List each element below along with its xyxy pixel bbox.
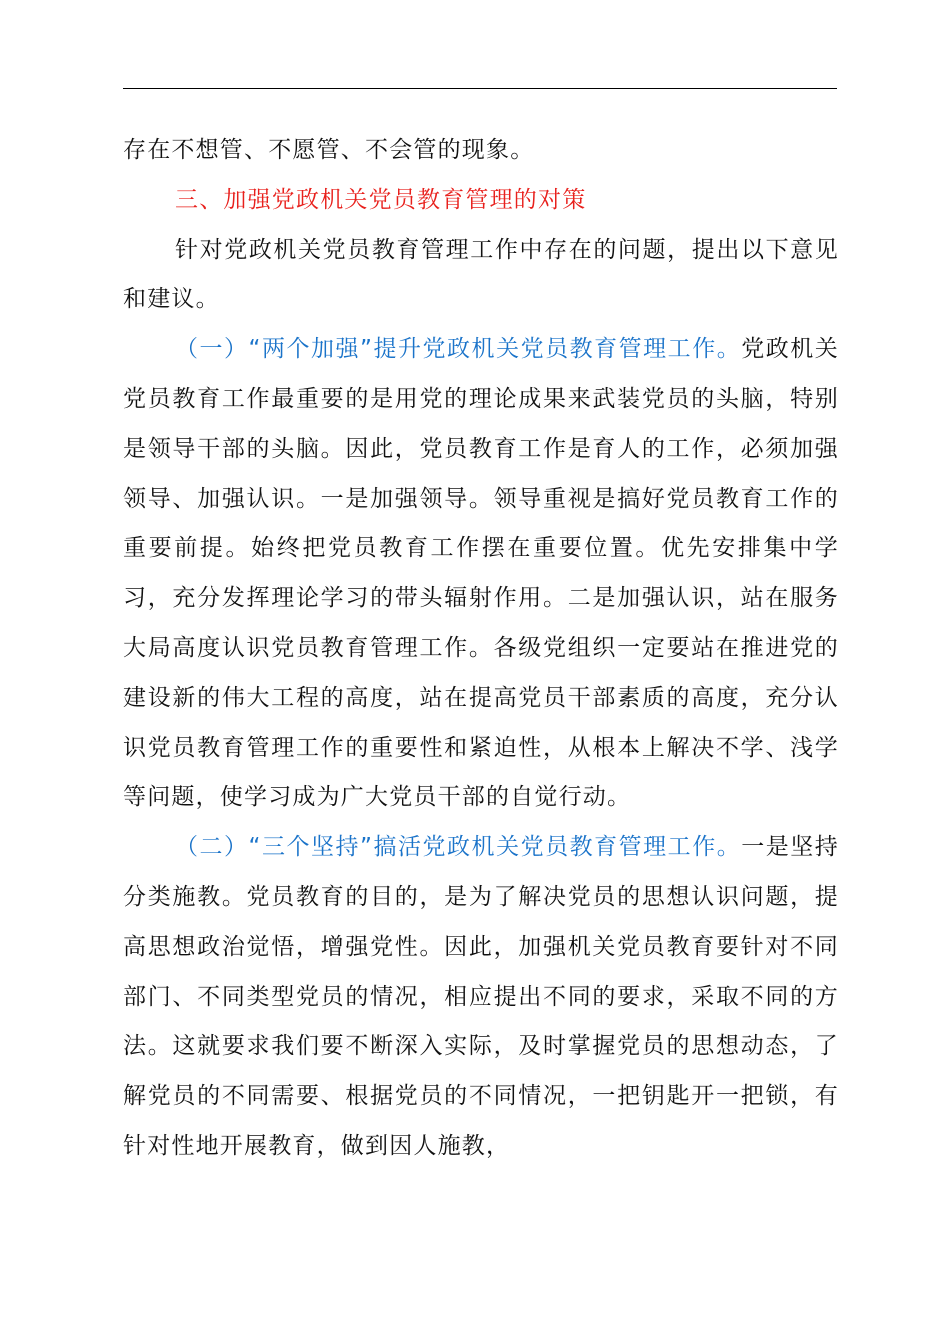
continuation-paragraph: 存在不想管、不愿管、不会管的现象。 — [123, 137, 535, 163]
subsection-2-paragraph — [123, 823, 839, 1172]
intro-paragraph: 针对党政机关党员教育管理工作中存在的问题，提出以下意见和建议。 — [123, 236, 839, 313]
subsection-1-heading: （一）“两个加强”提升党政机关党员教育管理工作。 — [175, 336, 742, 363]
section-heading: 三、加强党政机关党员教育管理的对策 — [175, 186, 587, 213]
header-rule — [123, 88, 837, 89]
subsection-1-body: 党政机关党员教育工作最重要的是用党的理论成果来武装党员的头脑，特别是领导干部的头脑。因此，党员教育工作是育人的工作，必须加强领导、加强认识。一是加强领导。领导重视是搞好党员教育工作的重要前提。始终把党员教育工作摆在重要位置。优先安排集中学习，充分发挥理论学习的带头辐射作用。二是加强认识，站在服务大局高度认识党员教育管理工作。各级党组织一定要站在推进党的建设新的伟大工程的高度，站在提高党员干部素质的高度，充分认识党员教育管理工作的重要性和紧迫性，从根本上解决不学、浅学等问题，使学习成为广大党员干部的自觉行动。 — [123, 336, 839, 811]
document-body — [123, 126, 839, 1172]
subsection-1-paragraph — [123, 325, 839, 823]
subsection-2-heading: （二）“三个坚持”搞活党政机关党员教育管理工作。 — [175, 834, 742, 861]
subsection-2-body: 一是坚持分类施教。党员教育的目的，是为了解决党员的思想认识问题，提高思想政治觉悟，增强党性。因此，加强机关党员教育要针对不同部门、不同类型党员的情况，相应提出不同的要求，采取不同的方法。这就要求我们要不断深入实际，及时掌握党员的思想动态，了解党员的不同需要、根据党员的不同情况，一把钥匙开一把锁，有针对性地开展教育，做到因人施教， — [123, 834, 839, 1159]
